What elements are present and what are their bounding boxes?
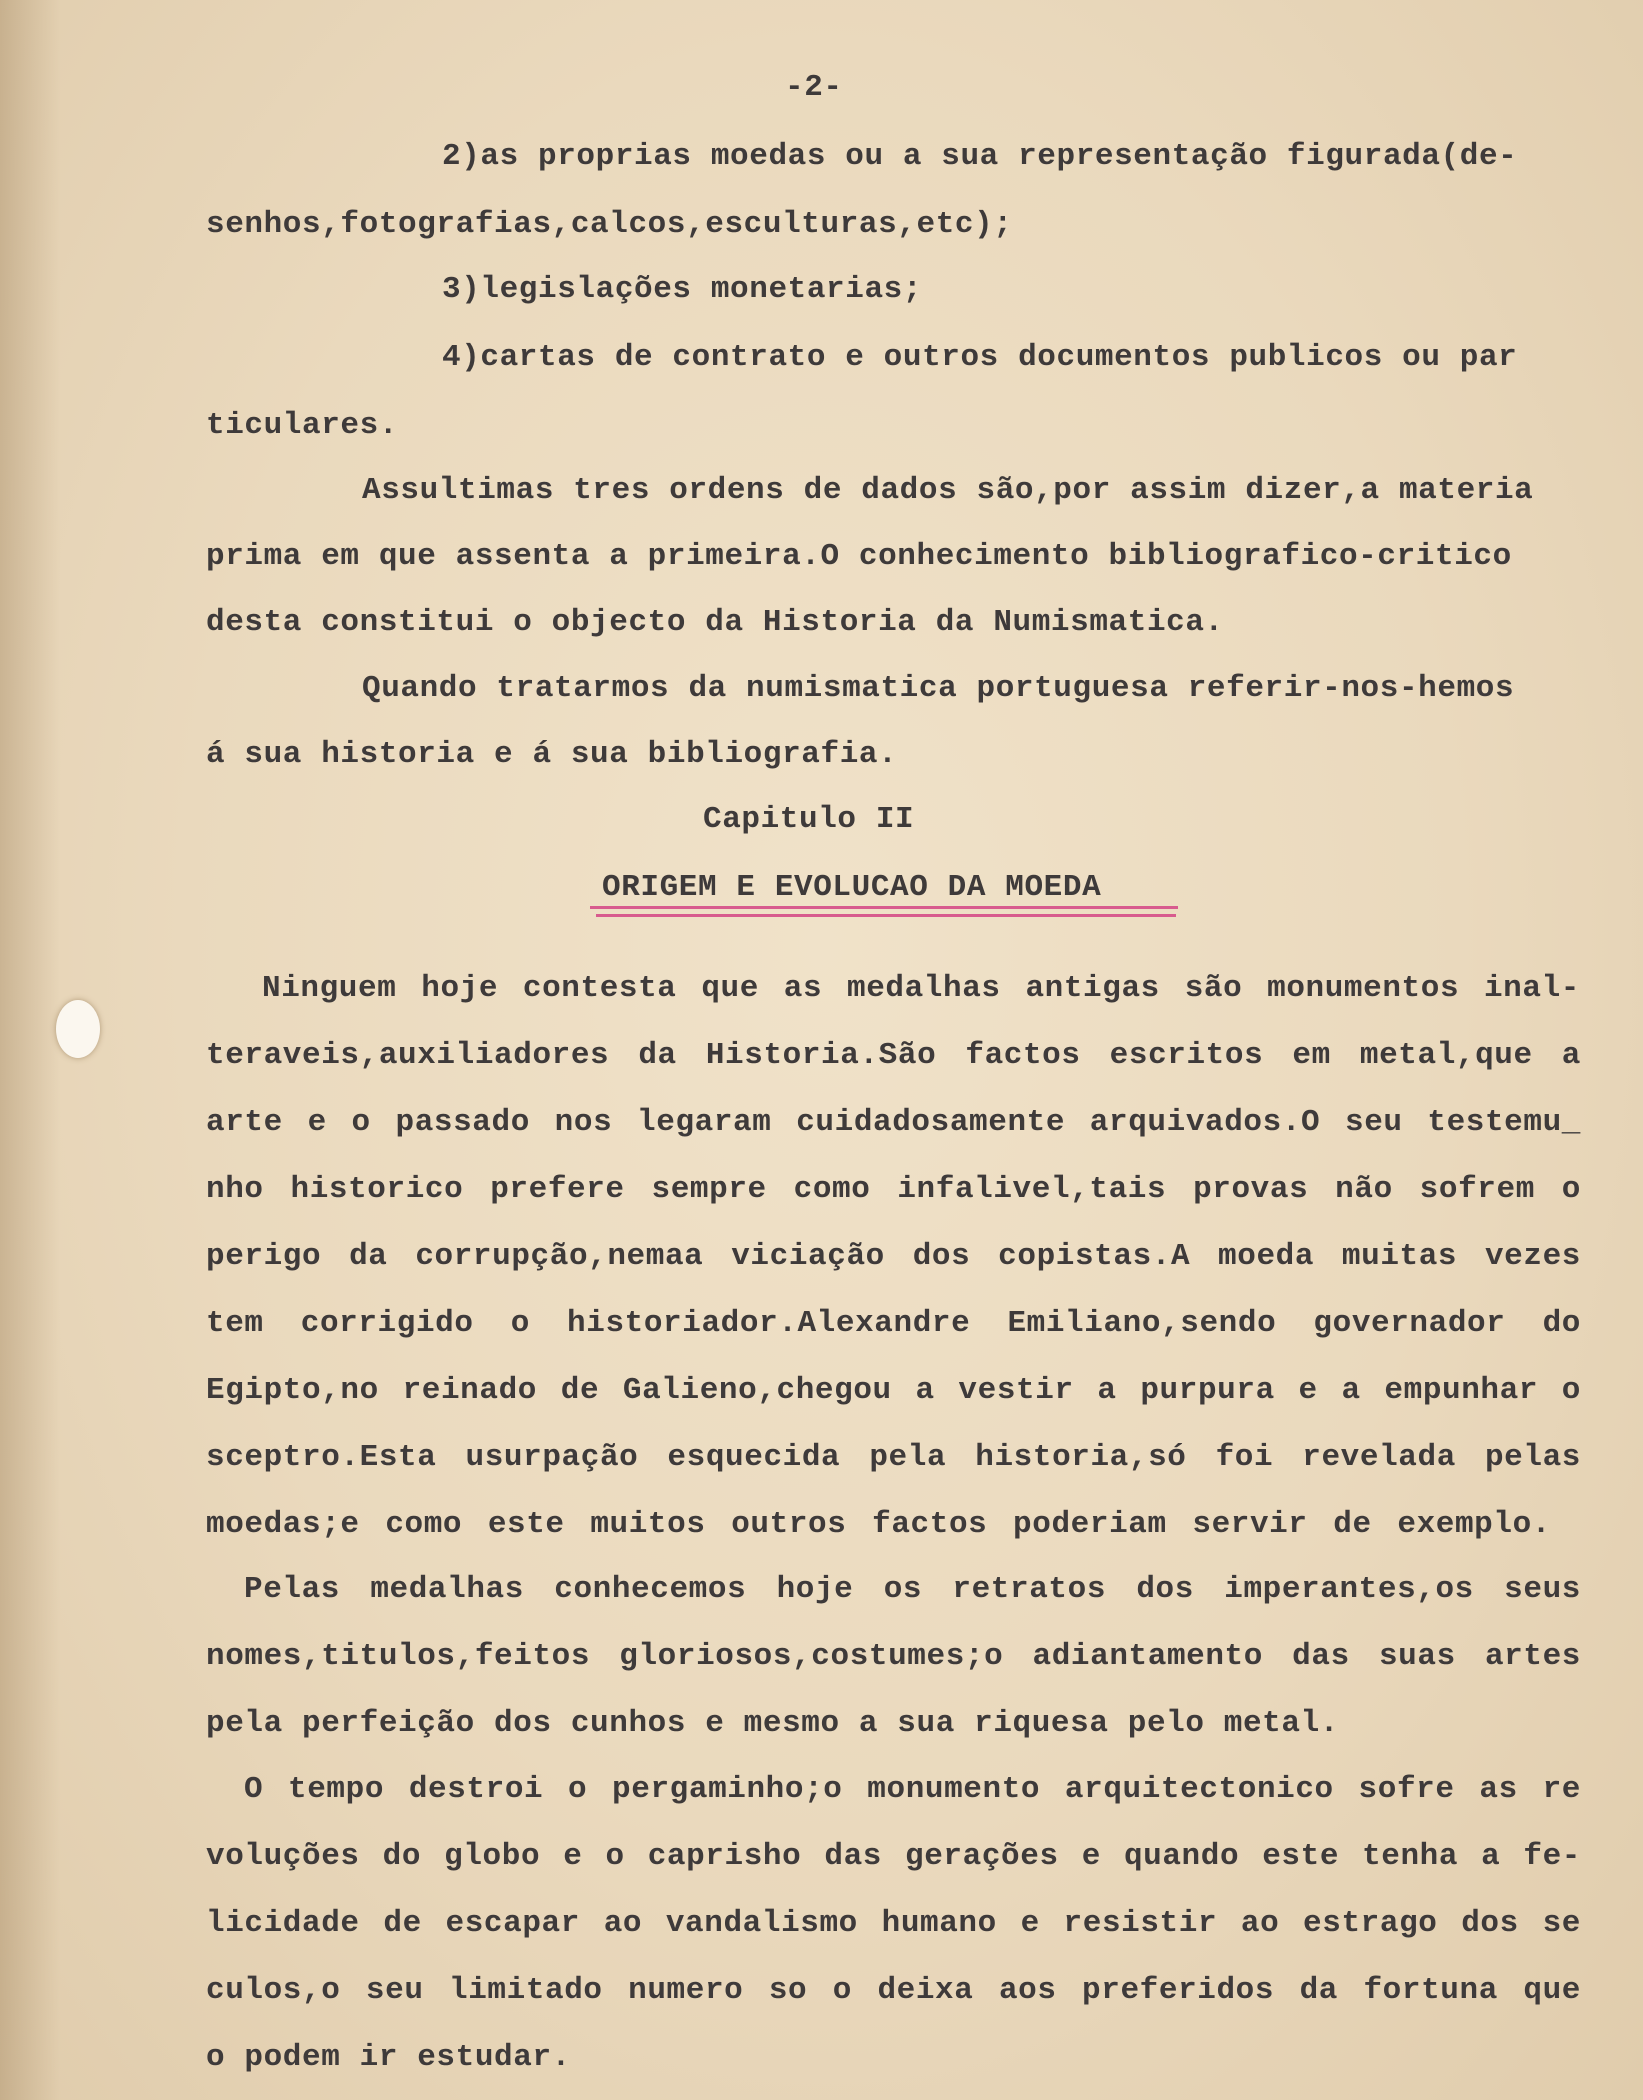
chapter-title: ORIGEM E EVOLUCAO DA MOEDA xyxy=(602,870,1102,905)
text-line-27: o podem ir estudar. xyxy=(206,2040,571,2075)
text-line-14: nho historico prefere sempre como infalivel,tais provas não sofrem o xyxy=(206,1172,1581,1207)
text-line-16: tem corrigido o historiador.Alexandre Emiliano,sendo governador do xyxy=(206,1306,1581,1341)
text-line-19: moedas;e como este muitos outros factos poderiam servir de exemplo. xyxy=(206,1507,1551,1542)
text-line-1: 2)as proprias moedas ou a sua representação figurada(de- xyxy=(442,139,1518,174)
text-line-3: 3)legislações monetarias; xyxy=(442,272,923,307)
text-line-18: sceptro.Esta usurpação esquecida pela historia,só foi revelada pelas xyxy=(206,1440,1581,1475)
text-line-13: arte e o passado nos legaram cuidadosamente arquivados.O seu testemu_ xyxy=(206,1105,1581,1140)
text-line-12: teraveis,auxiliadores da Historia.São factos escritos em metal,que a xyxy=(206,1038,1581,1073)
text-line-8: desta constitui o objecto da Historia da Numismatica. xyxy=(206,605,1224,640)
text-line-17: Egipto,no reinado de Galieno,chegou a vestir a purpura e a empunhar o xyxy=(206,1373,1581,1408)
text-line-25: licidade de escapar ao vandalismo humano e resistir ao estrago dos se xyxy=(206,1906,1581,1941)
text-line-6: Assultimas tres ordens de dados são,por assim dizer,a materia xyxy=(362,473,1534,508)
text-line-5: ticulares. xyxy=(206,408,399,443)
page-edge-shadow xyxy=(0,0,60,2100)
text-line-20: Pelas medalhas conhecemos hoje os retratos dos imperantes,os seus xyxy=(244,1572,1581,1607)
punch-hole xyxy=(56,1000,100,1058)
text-line-7: prima em que assenta a primeira.O conhecimento bibliografico-critico xyxy=(206,539,1512,574)
text-line-22: pela perfeição dos cunhos e mesmo a sua riquesa pelo metal. xyxy=(206,1706,1339,1741)
chapter-title-underline-2 xyxy=(596,914,1176,917)
text-line-26: culos,o seu limitado numero so o deixa aos preferidos da fortuna que xyxy=(206,1973,1581,2008)
text-line-11: Ninguem hoje contesta que as medalhas antigas são monumentos inal- xyxy=(262,971,1580,1006)
text-line-15: perigo da corrupção,nemaa viciação dos copistas.A moeda muitas vezes xyxy=(206,1239,1581,1274)
text-line-10: á sua historia e á sua bibliografia. xyxy=(206,737,898,772)
chapter-title-underline-1 xyxy=(590,906,1178,909)
chapter-heading: Capitulo II xyxy=(703,802,915,837)
page-number: -2- xyxy=(785,70,843,105)
text-line-9: Quando tratarmos da numismatica portuguesa referir-nos-hemos xyxy=(362,671,1515,706)
text-line-4: 4)cartas de contrato e outros documentos publicos ou par xyxy=(442,340,1518,375)
text-line-21: nomes,titulos,feitos gloriosos,costumes;o adiantamento das suas artes xyxy=(206,1639,1581,1674)
text-line-2: senhos,fotografias,calcos,esculturas,etc); xyxy=(206,207,1013,242)
text-line-23: O tempo destroi o pergaminho;o monumento arquitectonico sofre as re xyxy=(244,1772,1581,1807)
text-line-24: voluções do globo e o caprisho das gerações e quando este tenha a fe- xyxy=(206,1839,1581,1874)
